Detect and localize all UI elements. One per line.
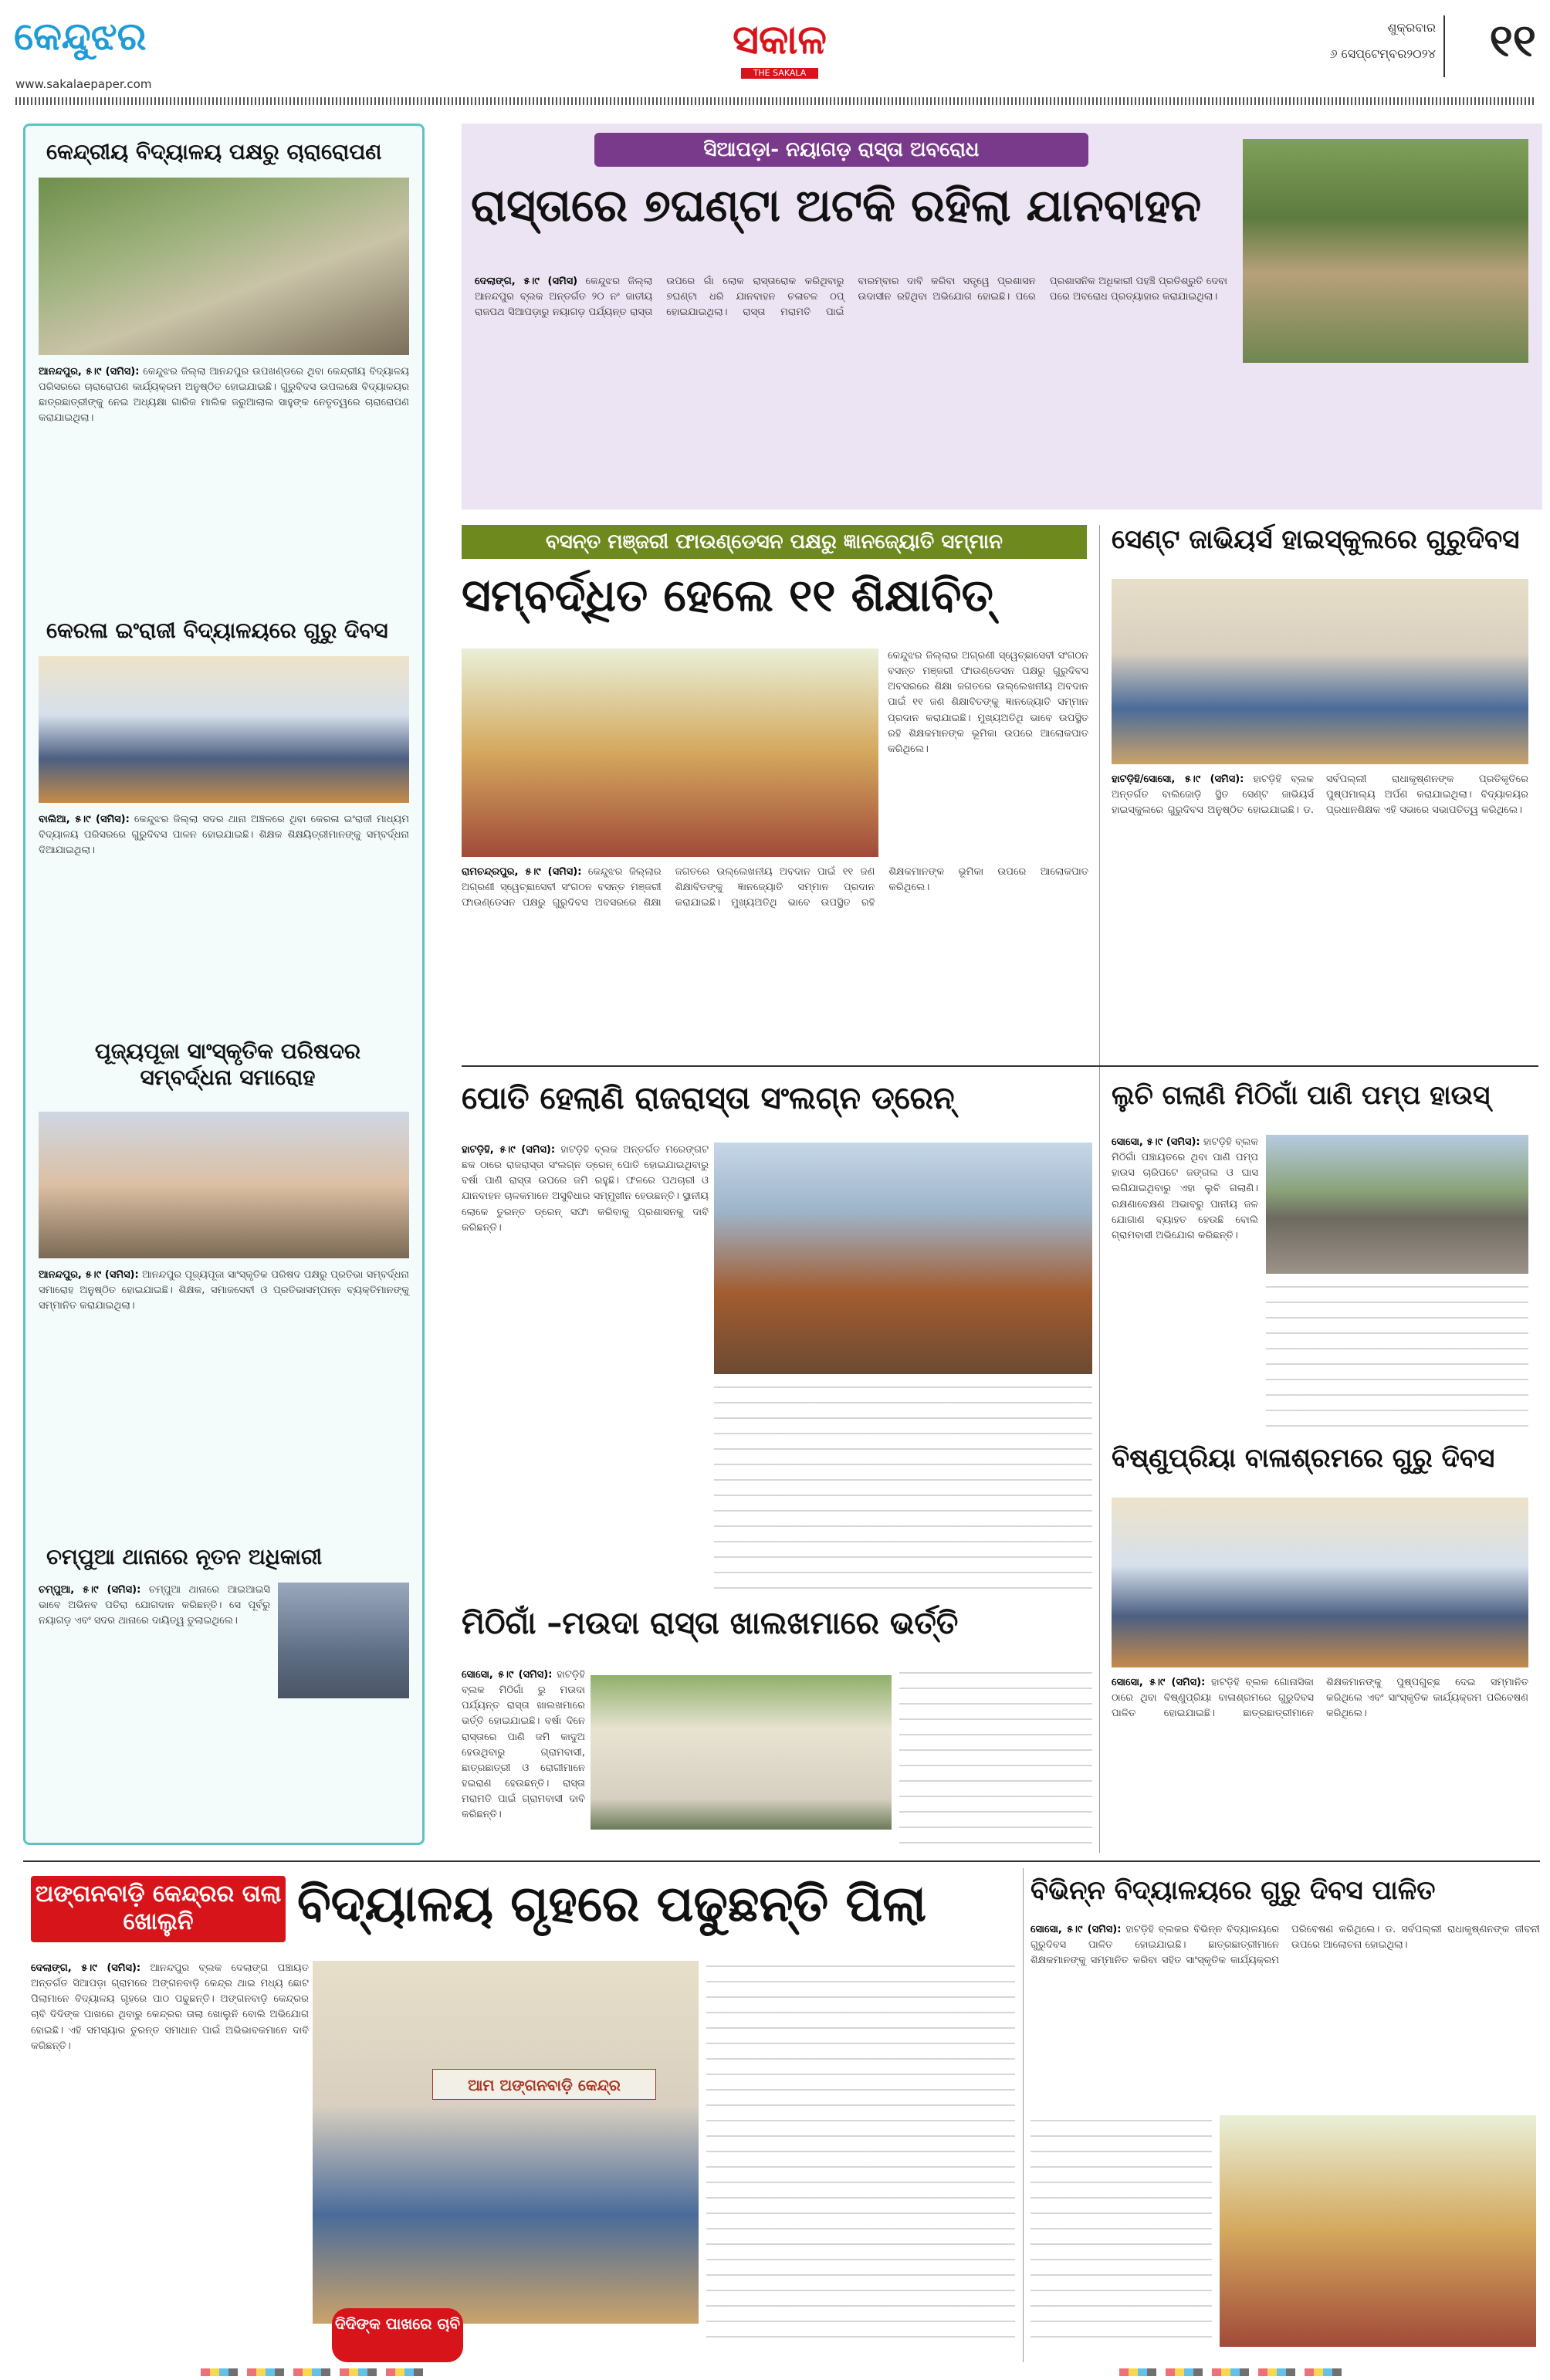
road-byline: ସୋସୋ, ୫।୯ (ସମିସ): <box>462 1669 553 1681</box>
stxavier-text: ହାଟଡ଼ିହି ବ୍ଲକ ଅନ୍ତର୍ଗତ ବାଲିଜୋଡ଼ି ସ୍ଥିତ ସେଣ୍ଟ ଜାଭିୟର୍ସ ହାଇସ୍କୁଲରେ ଗୁରୁଦିବସ ଅନୁଷ୍ଠିତ ହୋଇଯାଇଛି। ଡ. ସର୍ବପଲ୍ଲୀ ରାଧାକୃଷ୍ଣନଙ୍କ ପ୍ରତିକୃତିରେ ପୁଷ୍ପମାଲ୍ୟ ଅର୍ପଣ କରାଯାଇଥିଲା। ବିଦ୍ୟାଳୟର ପ୍ରଧାନଶିକ୍ଷକ ଏହି ସଭାରେ ସଭାପତିତ୍ୱ କରିଥିଲେ। <box>1112 774 1528 817</box>
sidebar-story2-byline: ବାଲିଆ, ୫।୯ (ସମିସ): <box>39 814 130 825</box>
anganwadi-continued-text <box>706 1961 1015 2347</box>
pump-headline: ଲୁଚି ଗଲାଣି ମିଠିଗାଁ ପାଣି ପମ୍ପ ହାଉସ୍ <box>1112 1080 1491 1111</box>
educators-side-text-content: କେନ୍ଦୁଝର ଜିଲ୍ଲାର ଅଗ୍ରଣୀ ସ୍ୱେଚ୍ଛାସେବୀ ସଂଗଠନ ବସନ୍ତ ମଞ୍ଜରୀ ଫାଉଣ୍ଡେସନ ପକ୍ଷରୁ ଗୁରୁଦିବସ ଅବସରରେ ଶିକ୍ଷା ଜଗତରେ ଉଲ୍ଲେଖନୀୟ ଅବଦାନ ପାଇଁ ୧୧ ଜଣ ଶିକ୍ଷାବିତଙ୍କୁ ଜ୍ଞାନଜ୍ୟୋତି ସମ୍ମାନ ପ୍ରଦାନ କରାଯାଇଛି। ମୁଖ୍ୟଅତିଥି ଭାବେ ଉପସ୍ଥିତ ରହି ଶିକ୍ଷକମାନଙ୍କ ଭୂମିକା ଉପରେ ଆଲୋକପାତ କରିଥିଲେ। <box>888 650 1088 755</box>
educators-byline: ରାମଚନ୍ଦ୍ରପୁର, ୫।୯ (ସମିସ): <box>462 866 582 878</box>
sidebar-story4-text: ଚମ୍ପୁଆ ଥାନାରେ ଆଇଆଇସି ଭାବେ ଅଭିନବ ପତିରା ଯୋଗଦାନ କରିଛନ୍ତି। ସେ ପୂର୍ବରୁ ନୟାଗଡ଼ ଏବଂ ସଦର ଥାନାରେ ଦାୟିତ୍ୱ ତୁଲାଇଥିଲେ। <box>39 1584 270 1627</box>
pump-text: ହାଟଡ଼ିହି ବ୍ଲକ ମିଠିଗାଁ ପଞ୍ଚାୟତରେ ଥିବା ପାଣି ପମ୍ପ ହାଉସ ଚାରିପଟେ ଜଙ୍ଗଲ ଓ ଘାସ ଲଗିଯାଇଥିବାରୁ ଏହା ଲୁଚି ଗଲାଣି। ରକ୍ଷଣାବେକ୍ଷଣ ଅଭାବରୁ ପାନୀୟ ଜଳ ଯୋଗାଣ ବ୍ୟାହତ ହେଉଛି ବୋଲି ଗ୍ରାମବାସୀ ଅଭିଯୋଗ କରିଛନ୍ତି। <box>1112 1136 1258 1241</box>
road-headline: ମିଠିଗାଁ –ମଉଦା ରାସ୍ତା ଖାଲଖମାରେ ଭର୍ତ୍ତି <box>462 1606 959 1641</box>
sidebar-story4-headline: ଚମ୍ପୁଆ ଥାନାରେ ନୂତନ ଅଧିକାରୀ <box>46 1544 323 1569</box>
schools-continued-text <box>1031 2115 1212 2347</box>
section-rule-2 <box>23 1860 1540 1862</box>
newspaper-logo: ସକାଳ <box>733 17 827 63</box>
balashram-byline: ସୋସୋ, ୫।୯ (ସମିସ): <box>1112 1677 1206 1688</box>
section-rule-1 <box>462 1065 1538 1067</box>
educators-headline: ସମ୍ବର୍ଦ୍ଧିତ ହେଲେ ୧୧ ଶିକ୍ଷାବିତ୍ <box>462 569 993 621</box>
stxavier-body <box>1112 772 1528 1042</box>
lead-body <box>475 274 1227 498</box>
anganwadi-headline: ବିଦ୍ୟାଳୟ ଗୃହରେ ପଢୁଛନ୍ତି ପିଲା <box>297 1876 927 1933</box>
educators-body <box>462 865 1088 1042</box>
balashram-text: ହାଟଡ଼ିହି ବ୍ଲକ ଗୋନାସିକା ଠାରେ ଥିବା ବିଷ୍ଣୁପ୍ରିୟା ବାଳାଶ୍ରମରେ ଗୁରୁଦିବସ ପାଳିତ ହୋଇଯାଇଛି। ଛାତ୍ରଛାତ୍ରୀମାନେ ଶିକ୍ଷକମାନଙ୍କୁ ପୁଷ୍ପଗୁଚ୍ଛ ଦେଇ ସମ୍ମାନିତ କରିଥିଲେ ଏବଂ ସାଂସ୍କୃତିକ କାର୍ଯ୍ୟକ୍ରମ ପରିବେଷଣ କରିଥିଲେ। <box>1112 1677 1528 1720</box>
schools-byline: ସୋସୋ, ୫।୯ (ସମିସ): <box>1031 1924 1122 1935</box>
drain-text: ହାଟଡ଼ିହି ବ୍ଲକ ଅନ୍ତର୍ଗତ ମରେଙ୍ଗଟ ଛକ ଠାରେ ରାଜରାସ୍ତା ସଂଲଗ୍ନ ଡ୍ରେନ୍ ପୋତି ହୋଇଯାଇଥିବାରୁ ବର୍ଷା ପାଣି ରାସ୍ତା ଉପରେ ଜମି ରହୁଛି। ଫଳରେ ପଥଚାରୀ ଓ ଯାନବାହନ ଚାଳକମାନେ ଅସୁବିଧାର ସମ୍ମୁଖୀନ ହେଉଛନ୍ତି। ସ୍ଥାନୀୟ ଲୋକେ ତୁରନ୍ତ ଡ୍ରେନ୍ ସଫା କରିବାକୁ ପ୍ରଶାସନକୁ ଦାବି କରିଛନ୍ତି। <box>462 1144 709 1234</box>
stxavier-headline: ସେଣ୍ଟ ଜାଭିୟର୍ସ ହାଇସ୍କୁଲରେ ଗୁରୁଦିବସ <box>1112 524 1520 555</box>
balashram-body <box>1112 1675 1528 1845</box>
pump-continued-text <box>1266 1281 1528 1436</box>
pump-byline: ସୋସୋ, ୫।୯ (ସମିସ): <box>1112 1136 1200 1148</box>
educators-side-text <box>888 648 1088 857</box>
lead-byline: ଦେଲାଙ୍ଗ, ୫।୯ (ସମିସ) <box>475 276 578 287</box>
educators-photo <box>462 648 878 857</box>
sidebar-story4-byline: ଚମ୍ପୁଆ, ୫।୯ (ସମିସ): <box>39 1584 141 1596</box>
stxavier-photo <box>1112 579 1528 764</box>
balashram-photo <box>1112 1498 1528 1667</box>
road-continued-text <box>899 1667 1092 1845</box>
sidebar-story2-headline: କେରଳା ଇଂରାଜୀ ବିଦ୍ୟାଳୟରେ ଗୁରୁ ଦିବସ <box>46 618 388 643</box>
section-title: କେନ୍ଦୁଝର <box>14 14 147 59</box>
road-photo <box>591 1675 892 1830</box>
header-day: ଶୁକ୍ରବାର <box>1387 20 1436 35</box>
sidebar-story2-text: କେନ୍ଦୁଝର ଜିଲ୍ଲା ସଦର ଥାନା ଅଞ୍ଚଳରେ ଥିବା କେରଳା ଇଂରାଜୀ ମାଧ୍ୟମ ବିଦ୍ୟାଳୟ ପରିସରରେ ଗୁରୁଦିବସ ପାଳନ ହୋଇଯାଇଛି। ଶିକ୍ଷକ ଶିକ୍ଷୟିତ୍ରୀମାନଙ୍କୁ ସମ୍ବର୍ଦ୍ଧନା ଦିଆଯାଇଥିଲା। <box>39 814 409 857</box>
sidebar-story1-byline: ଆନନ୍ଦପୁର, ୫।୯ (ସମିସ): <box>39 366 140 377</box>
sidebar-story4-photo <box>278 1583 409 1698</box>
drain-body <box>462 1143 709 1590</box>
sidebar-story1-body <box>39 364 409 596</box>
anganwadi-kicker: ଅଙ୍ଗନବାଡ଼ି କେନ୍ଦ୍ରର ତାଲା ଖୋଲୁନି <box>31 1876 286 1942</box>
site-url[interactable]: www.sakalaepaper.com <box>15 77 152 91</box>
drain-headline: ପୋତି ହେଲାଣି ରାଜରାସ୍ତା ସଂଲଗ୍ନ ଡ୍ରେନ୍ <box>462 1081 955 1116</box>
sidebar-story4-body <box>39 1583 270 1814</box>
sidebar-story2-body <box>39 812 409 1021</box>
header-hatch-rule <box>15 97 1536 105</box>
sidebar-story3-body <box>39 1268 409 1530</box>
lead-kicker: ସିଆପଡ଼ା- ନୟାଗଡ଼ ରାସ୍ତା ଅବରୋଧ <box>594 133 1088 167</box>
pump-photo <box>1266 1135 1528 1274</box>
educators-kicker: ବସନ୍ତ ମଞ୍ଜରୀ ଫାଉଣ୍ଡେସନ ପକ୍ଷରୁ ଜ୍ଞାନଜ୍ୟୋତି ସମ୍ମାନ <box>462 525 1087 559</box>
pump-body <box>1112 1135 1258 1444</box>
sidebar-story2-photo <box>39 656 409 803</box>
sidebar-story1-headline: କେନ୍ଦ୍ରୀୟ ବିଦ୍ୟାଳୟ ପକ୍ଷରୁ ଚାରାରୋପଣ <box>46 139 382 164</box>
schools-headline: ବିଭିନ୍ନ ବିଦ୍ୟାଳୟରେ ଗୁରୁ ଦିବସ ପାଳିତ <box>1031 1875 1436 1906</box>
drain-continued-text <box>714 1382 1092 1590</box>
lead-headline: ରାସ୍ତାରେ ୭ଘଣ୍ଟା ଅଟକି ରହିଲା ଯାନବାହନ <box>471 179 1202 232</box>
print-registration-marks-left <box>201 2368 432 2376</box>
sidebar-story3-photo <box>39 1112 409 1258</box>
anganwadi-text: ଆନନ୍ଦପୁର ବ୍ଲକ ଦେଲାଙ୍ଗ ପଞ୍ଚାୟତ ଅନ୍ତର୍ଗତ ସିଆପଡ଼ା ଗ୍ରାମରେ ଅଙ୍ଗନବାଡ଼ି କେନ୍ଦ୍ର ଥାଇ ମଧ୍ୟ ଛୋଟ ପିଲାମାନେ ବିଦ୍ୟାଳୟ ଗୃହରେ ପାଠ ପଢୁଛନ୍ତି। ଅଙ୍ଗନବାଡ଼ି କେନ୍ଦ୍ରର ଚାବି ଦିଦିଙ୍କ ପାଖରେ ଥିବାରୁ କେନ୍ଦ୍ରର ତାଲା ଖୋଲୁନି ବୋଲି ଅଭିଯୋଗ ହୋଇଛି। ଏହି ସମସ୍ୟାର ତୁରନ୍ତ ସମାଧାନ ପାଇଁ ଅଭିଭାବକମାନେ ଦାବି କରିଛନ୍ତି। <box>31 1962 309 2052</box>
column-divider-bottom <box>1023 1868 1024 2362</box>
anganwadi-badge: ଦିଦିଙ୍କ ପାଖରେ ଚାବି <box>332 2308 463 2362</box>
print-registration-marks-right <box>1119 2368 1351 2376</box>
anganwadi-body <box>31 1961 309 2347</box>
column-divider <box>1099 525 1100 1853</box>
anganwadi-sign: ଆମ ଅଙ୍ଗନବାଡ଼ି କେନ୍ଦ୍ର <box>432 2069 656 2100</box>
sidebar-story1-text: କେନ୍ଦୁଝର ଜିଲ୍ଲା ଆନନ୍ଦପୁର ଉପଖଣ୍ଡରେ ଥିବା କେନ୍ଦ୍ରୀୟ ବିଦ୍ୟାଳୟ ପରିସରରେ ଚାରାରୋପଣ କାର୍ଯ୍ୟକ୍ରମ ଅନୁଷ୍ଠିତ ହୋଇଯାଇଛି। ଗୁରୁବିଦସ ଉପଲକ୍ଷେ ବିଦ୍ୟାଳୟର ଛାତ୍ରଛାତ୍ରୀଙ୍କୁ ନେଇ ଅଧ୍ୟକ୍ଷା ଗାରିଜ ମାଲିକ ଜରୁଆଲାଲ ସାହୁଙ୍କ ନେତୃତ୍ୱରେ ଚାରାରୋପଣ କରାଯାଇଥିଲା। <box>39 366 410 425</box>
balashram-headline: ବିଷ୍ଣୁପ୍ରିୟା ବାଳାଶ୍ରମରେ ଗୁରୁ ଦିବସ <box>1112 1443 1495 1474</box>
schools-text: ହାଟଡ଼ିହି ବ୍ଲକର ବିଭିନ୍ନ ବିଦ୍ୟାଳୟରେ ଗୁରୁଦିବସ ପାଳିତ ହୋଇଯାଇଛି। ଛାତ୍ରଛାତ୍ରୀମାନେ ଶିକ୍ଷକମାନଙ୍କୁ ସମ୍ମାନିତ କରିବା ସହିତ ସାଂସ୍କୃତିକ କାର୍ଯ୍ୟକ୍ରମ ପରିବେଷଣ କରିଥିଲେ। ଡ. ସର୍ବପଲ୍ଲୀ ରାଧାକୃଷ୍ଣନଙ୍କ ଜୀବନୀ ଉପରେ ଆଲୋଚନା ହୋଇଥିଲା। <box>1031 1924 1540 1967</box>
lead-text: କେନ୍ଦୁଝର ଜିଲ୍ଲା ଆନନ୍ଦପୁର ବ୍ଲକ ଅନ୍ତର୍ଗତ ୨୦ ନଂ ଜାତୀୟ ରାଜପଥ ସିଆପଡ଼ାରୁ ନୟାଗଡ଼ ପର୍ଯ୍ୟନ୍ତ ରାସ୍ତା ଉପରେ ଗାଁ ଲୋକ ରାସ୍ତାରୋକ କରିଥିବାରୁ ୭ଘଣ୍ଟା ଧରି ଯାନବାହନ ଚଳାଚଳ ଠପ୍ ହୋଇଯାଇଥିଲା। ରାସ୍ତା ମରାମତି ପାଇଁ ବାରମ୍ବାର ଦାବି କରିବା ସତ୍ତ୍ୱେ ପ୍ରଶାସନ ଉଦାସୀନ ରହିଥିବା ଅଭିଯୋଗ ହୋଇଛି। ପରେ ପ୍ରଶାସନିକ ଅଧିକାରୀ ପହଞ୍ଚି ପ୍ରତିଶ୍ରୁତି ଦେବା ପରେ ଅବରୋଧ ପ୍ରତ୍ୟାହାର କରାଯାଇଥିଲା। <box>475 276 1227 319</box>
drain-photo <box>714 1143 1092 1374</box>
anganwadi-byline: ଦେଲାଙ୍ଗ, ୫।୯ (ସମିସ): <box>31 1962 141 1974</box>
header-date: ୬ ସେପ୍ଟେମ୍ବର୨୦୨୪ <box>1329 46 1436 61</box>
sidebar-story3-text: ଆନନ୍ଦପୁର ପୂଜ୍ୟପୂଜା ସାଂସ୍କୃତିକ ପରିଷଦ ପକ୍ଷରୁ ପ୍ରତିଭା ସମ୍ବର୍ଦ୍ଧନା ସମାରୋହ ଅନୁଷ୍ଠିତ ହୋଇଯାଇଛି। ଶିକ୍ଷକ, ସମାଜସେବୀ ଓ ପ୍ରତିଭାସମ୍ପନ୍ନ ବ୍ୟକ୍ତିମାନଙ୍କୁ ସମ୍ମାନିତ କରାଯାଇଥିଲା। <box>39 1269 410 1312</box>
schools-photo <box>1220 2115 1536 2347</box>
anganwadi-photo <box>313 1961 699 2324</box>
header-divider <box>1443 15 1445 77</box>
schools-body <box>1031 1922 1540 2107</box>
newspaper-logo-sub: THE SAKALA <box>741 68 818 79</box>
drain-byline: ହାଟଡ଼ିହି, ୫।୯ (ସମିସ): <box>462 1144 556 1156</box>
sidebar-story3-headline: ପୂଜ୍ୟପୂଜା ସାଂସ୍କୃତିକ ପରିଷଦର ସମ୍ବର୍ଦ୍ଧନା ସମାରୋହ <box>94 1038 361 1090</box>
road-text: ହାଟଡ଼ିହି ବ୍ଲକ ମିଠିଗାଁ ରୁ ମଉଦା ପର୍ଯ୍ୟନ୍ତ ରାସ୍ତା ଖାଲଖମାରେ ଭର୍ତ୍ତି ହୋଇଯାଇଛି। ବର୍ଷା ଦିନେ ରାସ୍ତାରେ ପାଣି ଜମି କାଦୁଅ ହେଉଥିବାରୁ ଗ୍ରାମବାସୀ, ଛାତ୍ରଛାତ୍ରୀ ଓ ରୋଗୀମାନେ ହଇରାଣ ହେଉଛନ୍ତି। ରାସ୍ତା ମରାମତି ପାଇଁ ଗ୍ରାମବାସୀ ଦାବି କରିଛନ୍ତି। <box>462 1669 585 1821</box>
road-body <box>462 1667 585 1845</box>
educators-text: କେନ୍ଦୁଝର ଜିଲ୍ଲାର ଅଗ୍ରଣୀ ସ୍ୱେଚ୍ଛାସେବୀ ସଂଗଠନ ବସନ୍ତ ମଞ୍ଜରୀ ଫାଉଣ୍ଡେସନ ପକ୍ଷରୁ ଗୁରୁଦିବସ ଅବସରରେ ଶିକ୍ଷା ଜଗତରେ ଉଲ୍ଲେଖନୀୟ ଅବଦାନ ପାଇଁ ୧୧ ଜଣ ଶିକ୍ଷାବିତଙ୍କୁ ଜ୍ଞାନଜ୍ୟୋତି ସମ୍ମାନ ପ୍ରଦାନ କରାଯାଇଛି। ମୁଖ୍ୟଅତିଥି ଭାବେ ଉପସ୍ଥିତ ରହି ଶିକ୍ଷକମାନଙ୍କ ଭୂମିକା ଉପରେ ଆଲୋକପାତ କରିଥିଲେ। <box>462 866 1088 909</box>
sidebar-story1-photo <box>39 178 409 355</box>
sidebar-story3-byline: ଆନନ୍ଦପୁର, ୫।୯ (ସମିସ): <box>39 1269 139 1281</box>
page-number: ୧୧ <box>1489 14 1536 66</box>
lead-photo <box>1243 139 1528 363</box>
stxavier-byline: ହାଟଡ଼ିହି/ସୋସୋ, ୫।୯ (ସମିସ): <box>1112 774 1244 785</box>
